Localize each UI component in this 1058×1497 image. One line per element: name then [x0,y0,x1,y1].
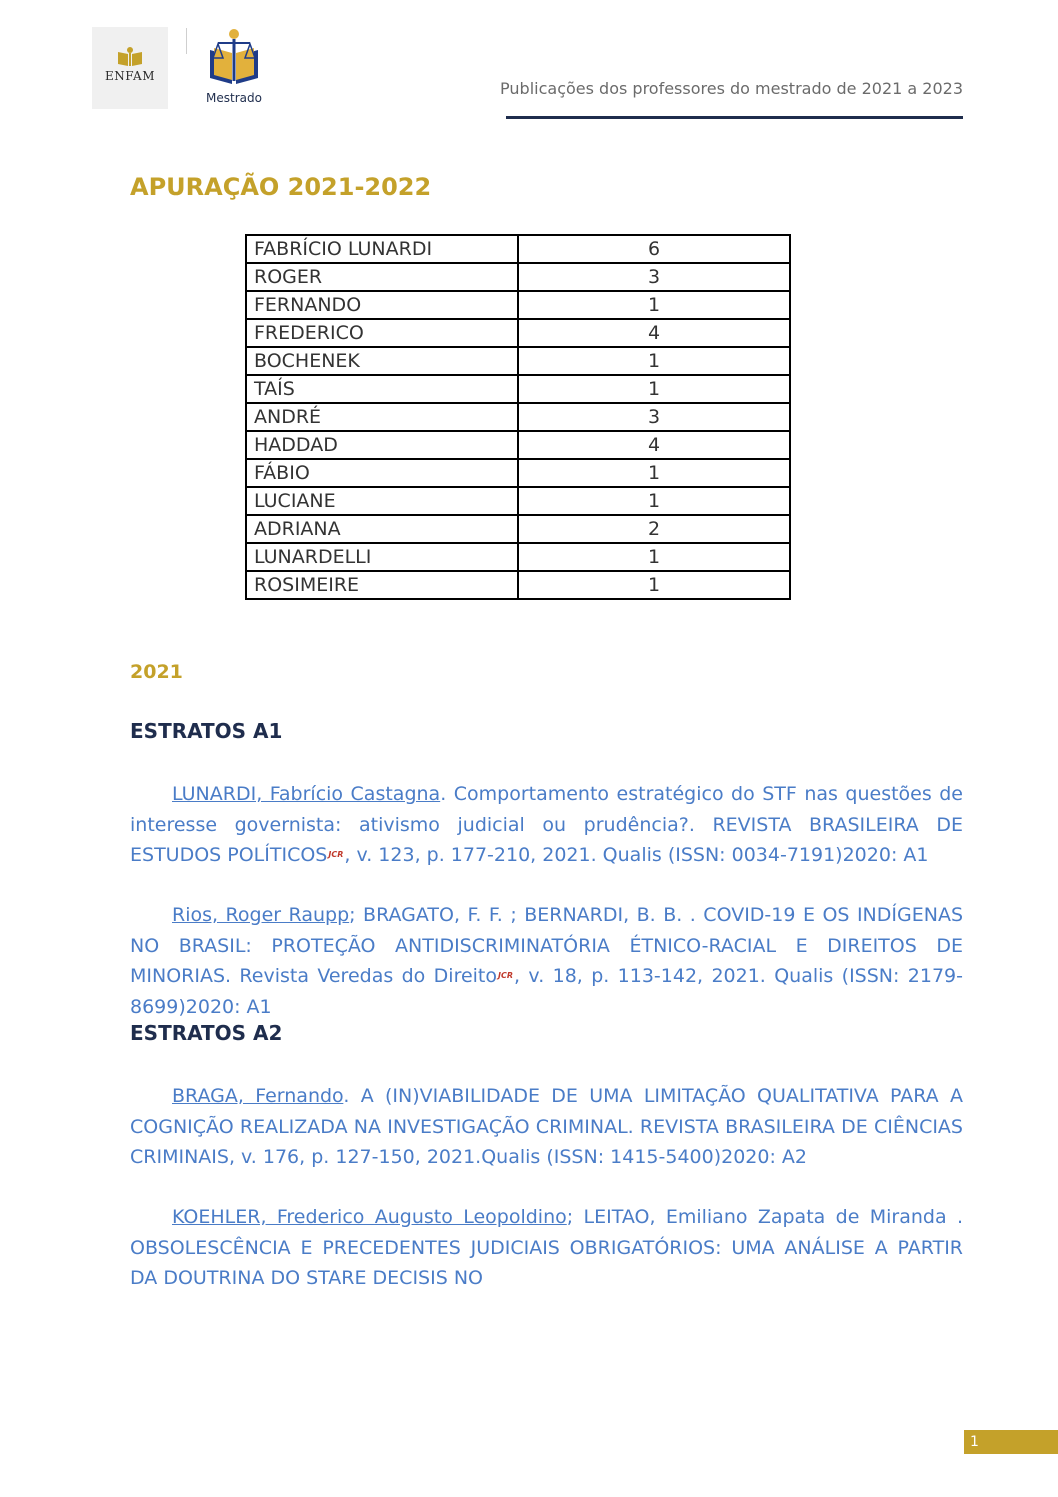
professor-name-cell: ROGER [246,263,518,291]
reference-text: ; BRAGATO, F. F. ; BERNARDI, B. B. . COVID-19 E OS INDÍGENAS NO BRASIL: PROTEÇÃO ANTIDISCRIMINATÓRIA ÉTNICO-RACIAL E DIREITOS DE MINORIAS. Revista Veredas do Direito [130,904,964,987]
reference-entry [130,900,963,1022]
table-row [246,263,790,291]
professor-name-cell: ROSIMEIRE [246,571,518,599]
logo-divider [186,28,187,54]
author-link[interactable]: Rios, Roger Raupp [172,904,350,926]
professor-name-cell: BOCHENEK [246,347,518,375]
professor-name-cell: ADRIANA [246,515,518,543]
professor-name-cell: LUNARDELLI [246,543,518,571]
jcr-badge-icon[interactable]: JCR [498,971,514,981]
enfam-book-icon [115,46,145,68]
reference-text-tail: , v. 123, p. 177-210, 2021. Qualis (ISSN: 0034-7191)2020: A1 [344,844,929,866]
table-row [246,543,790,571]
strata-a2-title: ESTRATOS A2 [130,1021,283,1045]
header-title: Publicações dos professores do mestrado de 2021 a 2023 [500,79,963,98]
publication-count-cell: 4 [518,319,790,347]
author-link[interactable]: BRAGA, Fernando [172,1085,344,1107]
scales-of-justice-icon [204,28,264,86]
header-rule [506,116,963,119]
publication-count-cell: 1 [518,375,790,403]
reference-entry [130,1202,963,1294]
tally-table [245,234,791,600]
reference-text: . A (IN)VIABILIDADE DE UMA LIMITAÇÃO QUALITATIVA PARA A COGNIÇÃO REALIZADA NA INVESTIGAÇÃO CRIMINAL. REVISTA BRASILEIRA DE CIÊNCIAS CRIMINAIS, v. 176, p. 127-150, 2021.Qualis (ISSN: 1415-5400)2020: A2 [130,1085,963,1168]
jcr-badge-icon[interactable]: JCR [328,850,344,860]
publication-count-cell: 3 [518,263,790,291]
reference-entry [130,779,963,871]
publication-count-cell: 2 [518,515,790,543]
strata-a1-title: ESTRATOS A1 [130,719,283,743]
enfam-logo-text: ENFAM [105,69,155,83]
page-number: 1 [964,1430,1058,1454]
professor-name-cell: FREDERICO [246,319,518,347]
table-row [246,515,790,543]
table-row [246,291,790,319]
publication-count-cell: 1 [518,487,790,515]
publication-count-cell: 1 [518,543,790,571]
professor-name-cell: FÁBIO [246,459,518,487]
table-row [246,487,790,515]
publication-count-cell: 1 [518,571,790,599]
table-row [246,431,790,459]
author-link[interactable]: KOEHLER, Frederico Augusto Leopoldino [172,1206,567,1228]
author-link[interactable]: LUNARDI, Fabrício Castagna [172,783,441,805]
table-row [246,319,790,347]
publication-count-cell: 3 [518,403,790,431]
year-label: 2021 [130,661,183,683]
table-row [246,235,790,263]
professor-name-cell: TAÍS [246,375,518,403]
publication-count-cell: 4 [518,431,790,459]
professor-name-cell: FERNANDO [246,291,518,319]
table-row [246,403,790,431]
publication-count-cell: 1 [518,347,790,375]
reference-text-tail: , v. 18, p. 113-142, 2021. Qualis (ISSN: 2179-8699)2020: A1 [130,965,963,1018]
reference-text: . Comportamento estratégico do STF nas questões de interesse governista: ativismo judicial ou prudência?. REVISTA BRASILEIRA DE ESTUDOS POLÍTICOS [130,783,963,866]
publication-count-cell: 1 [518,459,790,487]
table-row [246,347,790,375]
mestrado-logo [198,28,270,108]
table-row [246,571,790,599]
enfam-logo [92,27,168,109]
section-title: APURAÇÃO 2021-2022 [130,173,432,201]
professor-name-cell: HADDAD [246,431,518,459]
table-row [246,375,790,403]
publication-count-cell: 1 [518,291,790,319]
publication-count-cell: 6 [518,235,790,263]
professor-name-cell: ANDRÉ [246,403,518,431]
mestrado-logo-text: Mestrado [206,91,262,105]
reference-text: ; LEITAO, Emiliano Zapata de Miranda . OBSOLESCÊNCIA E PRECEDENTES JUDICIAIS OBRIGATÓRIOS: UMA ANÁLISE A PARTIR DA DOUTRINA DO STARE DECISIS NO [130,1206,964,1289]
reference-entry [130,1081,963,1173]
professor-name-cell: FABRÍCIO LUNARDI [246,235,518,263]
professor-name-cell: LUCIANE [246,487,518,515]
table-row [246,459,790,487]
